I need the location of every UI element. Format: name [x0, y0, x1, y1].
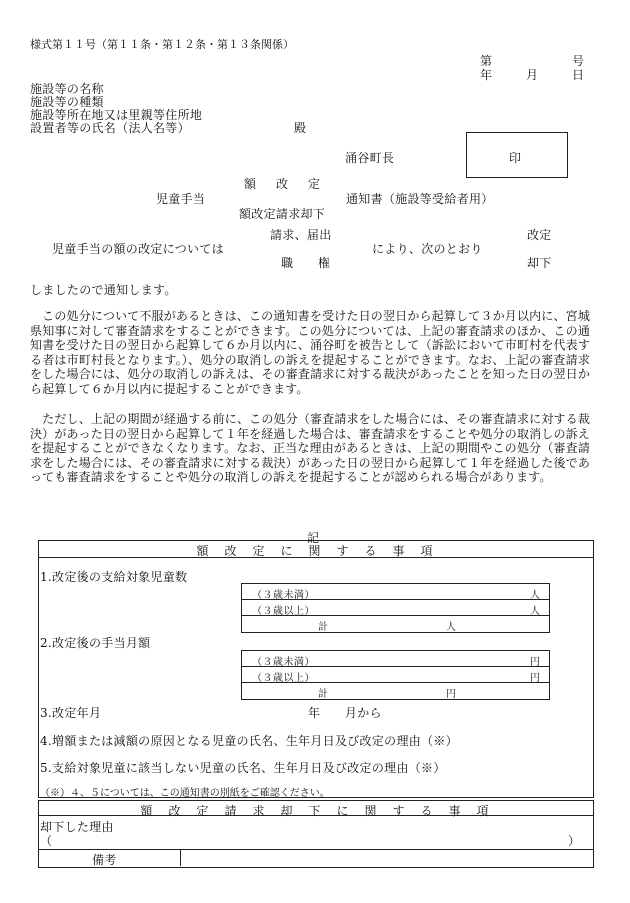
rejection-reason-paren-close: ）: [568, 834, 581, 848]
amount-under3-label: （３歳未満）: [252, 657, 315, 668]
intro-tail: しましたので通知します。: [30, 283, 177, 297]
item-revision-date-label: 3.改定年月: [40, 706, 102, 720]
date-day: 日: [572, 68, 585, 82]
children-over3-unit: 人: [530, 606, 541, 617]
children-under3-unit: 人: [530, 590, 541, 601]
intro-option-revise: 改定: [527, 228, 552, 242]
intro-option-reject: 却下: [527, 256, 552, 270]
seal-mark: 印: [509, 151, 522, 165]
amount-over3-unit: 円: [530, 673, 541, 684]
revision-table-heading: 額 改 定 に 関 す る 事 項: [196, 544, 435, 558]
intro-connector: により、次のとおり: [372, 242, 483, 256]
intro-option-request: 請求、届出: [270, 228, 332, 242]
form-number: 様式第１１号（第１１条・第１２条・第１３条関係）: [30, 38, 294, 51]
rejection-reason-label: 却下した理由: [40, 820, 114, 834]
doc-number-prefix: 第: [480, 54, 493, 68]
amount-over3-label: （３歳以上）: [252, 673, 315, 684]
children-over3-label: （３歳以上）: [252, 606, 315, 617]
children-total-unit: 人: [446, 622, 457, 633]
record-label: 記: [307, 531, 320, 545]
facility-type-label: 施設等の種類: [30, 95, 104, 109]
mayor-title: 涌谷町長: [345, 151, 395, 165]
rejection-reason-paren-open: （: [40, 834, 53, 848]
date-month: 月: [526, 68, 539, 82]
title-main: 児童手当: [156, 192, 206, 206]
revision-note: （※）４、５については、この通知書の別紙をご確認ください。: [40, 788, 330, 799]
appeal-notice-paragraph-1: この処分について不服があるときは、この通知書を受けた日の翌日から起算して３か月以内に、宮城県知事に対して審査請求をすることができます。この処分については、上記の審査請求のほか、この通知書を受けた日の翌日から起算して６か月以内に、涌谷町を被告として（訴訟において市町村を代表する者は市町村長となります。）、処分の取消しの訴えを提起することができます。なお、上記の審査請求をした場合には、処分の取消しの訴えは、その審査請求に対する裁決があったことを知った日の翌日から起算して６か月以内に提起することができます。: [30, 309, 590, 396]
appeal-notice-paragraph-2: ただし、上記の期間が経過する前に、この処分（審査請求をした場合には、その審査請求に対する裁決）があった日の翌日から起算して１年を経過した場合は、審査請求をすることや処分の取消しの訴えを提起することができなくなります。なお、正当な理由があるときは、上記の期間やこの処分（審査請求をした場合には、その審査請求に対する裁決）があった日の翌日から起算して１年を経過した後であっても審査請求をすることや処分の取消しの訴えを提起することが認められる場合があります。: [30, 412, 590, 485]
founder-name-label: 設置者等の氏名（法人名等）: [30, 121, 190, 135]
doc-number-suffix: 号: [572, 54, 585, 68]
intro-text: 児童手当の額の改定については: [52, 242, 224, 256]
intro-option-ex-officio: 職 権: [281, 256, 331, 270]
title-suffix: 通知書（施設等受給者用）: [346, 192, 494, 206]
amount-under3-unit: 円: [530, 657, 541, 668]
facility-name-label: 施設等の名称: [30, 82, 104, 96]
item-change-reason-label: 4.増額または減額の原因となる児童の氏名、生年月日及び改定の理由（※）: [40, 734, 458, 748]
honorific: 殿: [294, 121, 307, 135]
title-option-revision: 額 改 定: [244, 177, 325, 191]
children-under3-label: （３歳未満）: [252, 590, 315, 601]
amount-total-unit: 円: [446, 689, 457, 700]
item-monthly-amount-label: 2.改定後の手当月額: [40, 636, 151, 650]
rejection-table-heading: 額 改 定 請 求 却 下 に 関 す る 事 項: [140, 804, 491, 818]
revision-date-value: 年 月から: [308, 706, 382, 720]
facility-address-label: 施設等所在地又は里親等住所地: [30, 108, 203, 122]
item-children-count-label: 1.改定後の支給対象児童数: [40, 570, 188, 584]
remarks-label: 備考: [92, 853, 117, 867]
item-ineligible-children-label: 5.支給対象児童に該当しない児童の氏名、生年月日及び改定の理由（※）: [40, 761, 446, 775]
date-year: 年: [480, 68, 493, 82]
amount-total-label: 計: [318, 689, 329, 700]
children-total-label: 計: [318, 622, 329, 633]
title-option-rejection: 額改定請求却下: [239, 207, 326, 221]
